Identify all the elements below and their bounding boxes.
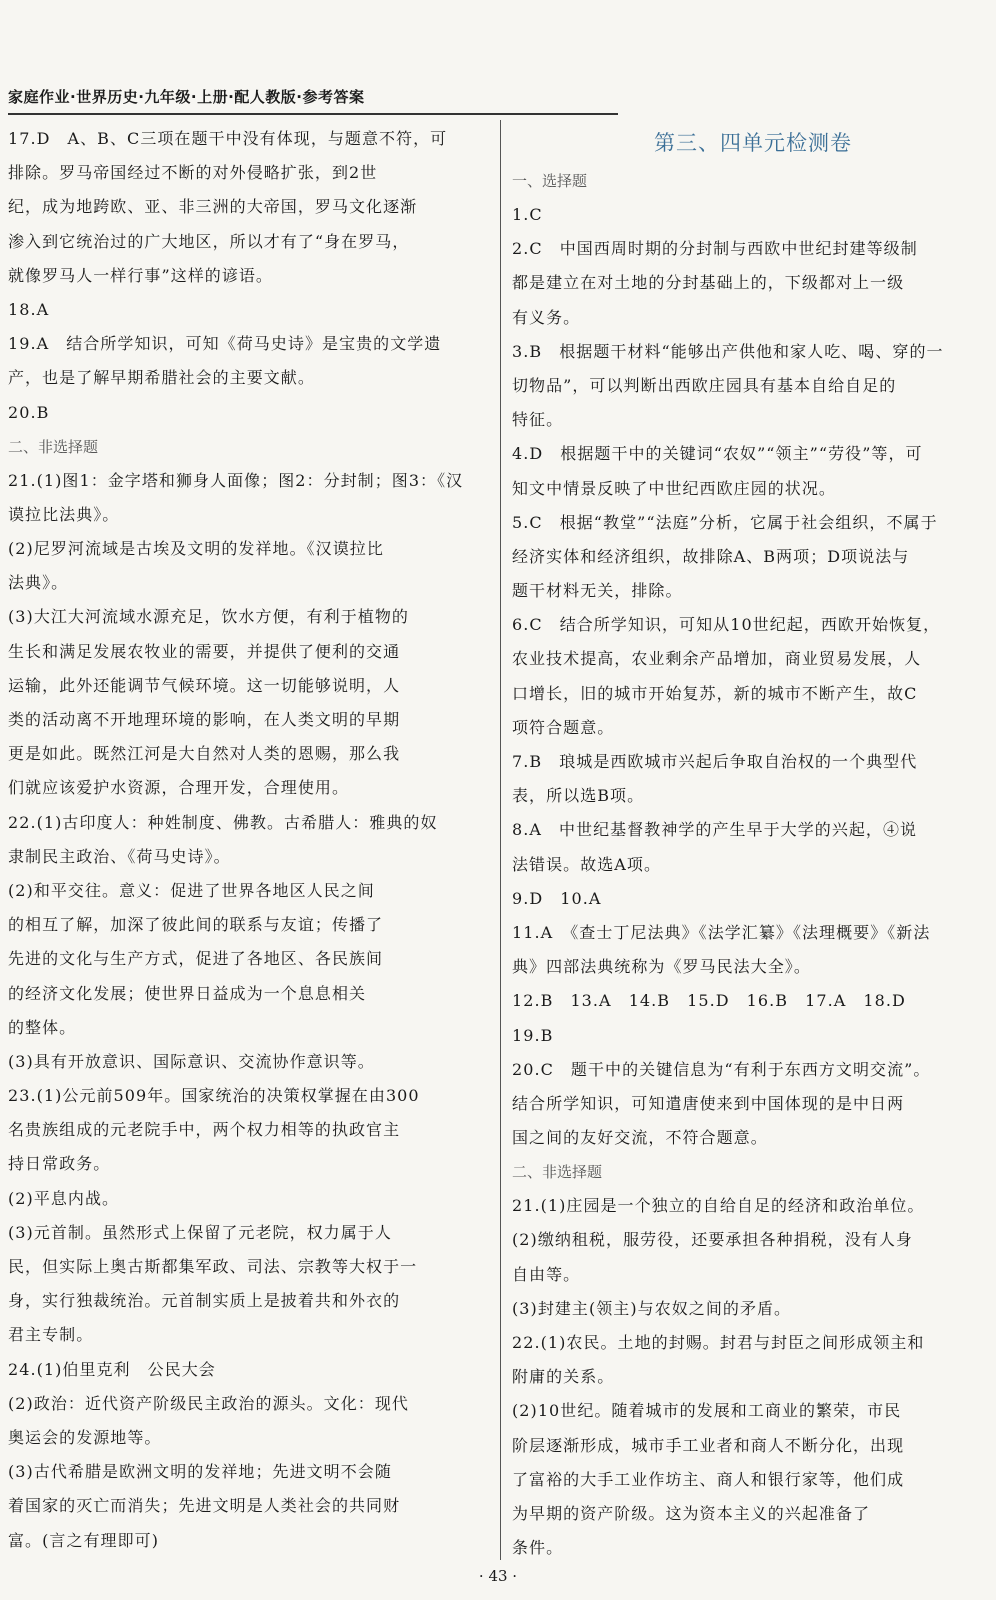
column-divider [500,120,501,1560]
answer-line: 先进的文化与生产方式，促进了各地区、各民族间 [8,949,384,969]
answer-line: 8.A 中世纪基督教神学的产生早于大学的兴起，④说 [512,820,918,840]
answer-line: 奥运会的发源地等。 [8,1427,162,1447]
answer-line: (3)封建主(领主)与农奴之间的矛盾。 [512,1298,792,1318]
answer-line: (2)缴纳租税，服劳役，还要承担各种捐税，没有人身 [512,1230,913,1250]
answer-line: 4.D 根据题干中的关键词“农奴”“领主”“劳役”等，可 [512,444,923,464]
answer-line: 的相互了解，加深了彼此间的联系与友谊；传播了 [8,915,384,935]
left-column [8,122,496,1558]
answer-line: 21.(1)庄园是一个独立的自给自足的经济和政治单位。 [512,1196,925,1216]
answer-line: 纪，成为地跨欧、亚、非三洲的大帝国，罗马文化逐渐 [8,197,418,217]
answer-line: 有义务。 [512,307,581,327]
answer-line: 典》四部法典统称为《罗马民法大全》。 [512,957,811,977]
page-header: 家庭作业·世界历史·九年级·上册·配人教版·参考答案 [8,86,618,115]
section-heading: 二、非选择题 [512,1163,603,1182]
right-column [512,122,994,1565]
answer-line: 6.C 结合所学知识，可知从10世纪起，西欧开始恢复， [512,615,941,635]
answer-line: 3.B 根据题干材料“能够出产供他和家人吃、喝、穿的一 [512,341,944,361]
answer-line: 身，实行独裁统治。元首制实质上是披着共和外衣的 [8,1291,401,1311]
answer-line: 法错误。故选A项。 [512,854,662,874]
answer-line: 生长和满足发展农牧业的需要，并提供了便利的交通 [8,641,401,661]
answer-line: (3)具有开放意识、国际意识、交流协作意识等。 [8,1051,375,1071]
answer-line: 类的活动离不开地理环境的影响，在人类文明的早期 [8,710,401,729]
answer-line: 9.D 10.A [512,888,602,908]
answer-line: 产，也是了解早期希腊社会的主要文献。 [8,368,315,388]
answer-line: 阶层逐渐形成，城市手工业者和商人不断分化，出现 [512,1435,905,1455]
answer-line: (2)政治：近代资产阶级民主政治的源头。文化：现代 [8,1393,409,1413]
answer-line: 19.A 结合所学知识，可知《荷马史诗》是宝贵的文学遗 [8,334,442,354]
answer-line: 更是如此。既然江河是大自然对人类的恩赐，那么我 [8,744,401,764]
answer-line: 11.A 《查士丁尼法典》《法学汇纂》《法理概要》《新法 [512,922,931,942]
answer-line: 附庸的关系。 [512,1367,615,1387]
answer-line: (2)和平交往。意义：促进了世界各地区人民之间 [8,880,375,900]
answer-line: 22.(1)古印度人：种姓制度、佛教。古希腊人：雅典的奴 [8,812,438,832]
answer-line: 5.C 根据“教堂”“法庭”分析，它属于社会组织，不属于 [512,512,938,532]
answer-line: 法典》。 [8,573,69,593]
answer-line: 结合所学知识，可知遣唐使来到中国体现的是中日两 [512,1093,905,1113]
answer-line: 持日常政务。 [8,1154,111,1174]
answer-line: 谟拉比法典》。 [8,504,120,524]
answer-line: 农业技术提高，农业剩余产品增加，商业贸易发展，人 [512,649,922,669]
answer-line: 切物品”，可以判断出西欧庄园具有基本自给自足的 [512,375,897,395]
answer-line: 7.B 琅城是西欧城市兴起后争取自治权的一个典型代 [512,752,918,771]
answer-line: 特征。 [512,410,564,430]
answer-line: 2.C 中国西周时期的分封制与西欧中世纪封建等级制 [512,239,918,259]
section-heading: 一、选择题 [512,172,588,190]
answer-line: 经济实体和经济组织，故排除A、B两项；D项说法与 [512,546,910,566]
answer-line: 自由等。 [512,1264,581,1284]
answer-line: 20.C 题干中的关键信息为“有利于东西方文明交流”。 [512,1059,931,1079]
answer-line: (2)10世纪。随着城市的发展和工商业的繁荣，市民 [512,1401,902,1421]
page-number: · 43 · [478,1567,518,1585]
answer-line: 口增长，旧的城市开始复苏，新的城市不断产生，故C [512,683,918,703]
answer-line: 条件。 [512,1538,564,1558]
answer-line: 的经济文化发展；使世界日益成为一个息息相关 [8,983,367,1003]
answer-line: 18.A [8,299,50,319]
answer-line: 运输，此外还能调节气候环境。这一切能够说明，人 [8,675,401,695]
answer-line: 们就应该爱护水资源，合理开发，合理使用。 [8,778,350,798]
answer-line: (2)平息内战。 [8,1188,120,1208]
answer-line: 22.(1)农民。土地的封赐。封君与封臣之间形成领主和 [512,1333,925,1352]
answer-line: 民，但实际上奥古斯都集军政、司法、宗教等大权于一 [8,1257,418,1276]
answer-line: 的整体。 [8,1017,77,1037]
answer-line: 为早期的资产阶级。这为资本主义的兴起准备了 [512,1503,871,1523]
answer-line: 名贵族组成的元老院手中，两个权力相等的执政官主 [8,1120,401,1140]
answer-line: 就像罗马人一样行事”这样的谚语。 [8,265,273,285]
answer-line: 了富裕的大手工业作坊主、商人和银行家等，他们成 [512,1469,905,1489]
answer-line: 12.B 13.A 14.B 15.D 16.B 17.A 18.D [512,991,906,1011]
answer-line: 17.D A、B、C三项在题干中没有体现，与题意不符，可 [8,129,448,148]
answer-line: 渗入到它统治过的广大地区，所以才有了“身在罗马， [8,231,410,251]
section-title: 第三、四单元检测卷 [654,131,852,155]
answer-line: (2)尼罗河流域是古埃及文明的发祥地。《汉谟拉比 [8,539,384,559]
answer-line: 19.B [512,1025,554,1045]
answer-line: 21.(1)图1：金字塔和狮身人面像；图2：分封制；图3：《汉 [8,470,464,490]
answer-line: 富。(言之有理即可) [8,1530,159,1550]
answer-line: 题干材料无关，排除。 [512,581,683,601]
answer-line: 知文中情景反映了中世纪西欧庄园的状况。 [512,478,836,498]
section-heading: 二、非选择题 [8,437,99,456]
answer-line: 国之间的友好交流，不符合题意。 [512,1128,768,1148]
answer-line: 着国家的灭亡而消失；先进文明是人类社会的共同财 [8,1496,401,1516]
answer-line: 项符合题意。 [512,717,615,737]
answer-line: 24.(1)伯里克利 公民大会 [8,1359,216,1379]
answer-line: 都是建立在对土地的分封基础上的，下级都对上一级 [512,273,905,293]
answer-line: 20.B [8,402,50,422]
answer-line: 隶制民主政治、《荷马史诗》。 [8,846,231,866]
answer-line: (3)大江大河流域水源充足，饮水方便，有利于植物的 [8,607,409,627]
answer-line: 排除。罗马帝国经过不断的对外侵略扩张，到2世 [8,163,378,183]
answer-line: 1.C [512,205,543,224]
answer-line: (3)元首制。虽然形式上保留了元老院，权力属于人 [8,1222,392,1242]
answer-line: 23.(1)公元前509年。国家统治的决策权掌握在由300 [8,1086,420,1106]
answer-line: 君主专制。 [8,1325,94,1345]
answer-line: 表，所以选B项。 [512,786,645,806]
answer-line: (3)古代希腊是欧洲文明的发祥地；先进文明不会随 [8,1462,392,1482]
